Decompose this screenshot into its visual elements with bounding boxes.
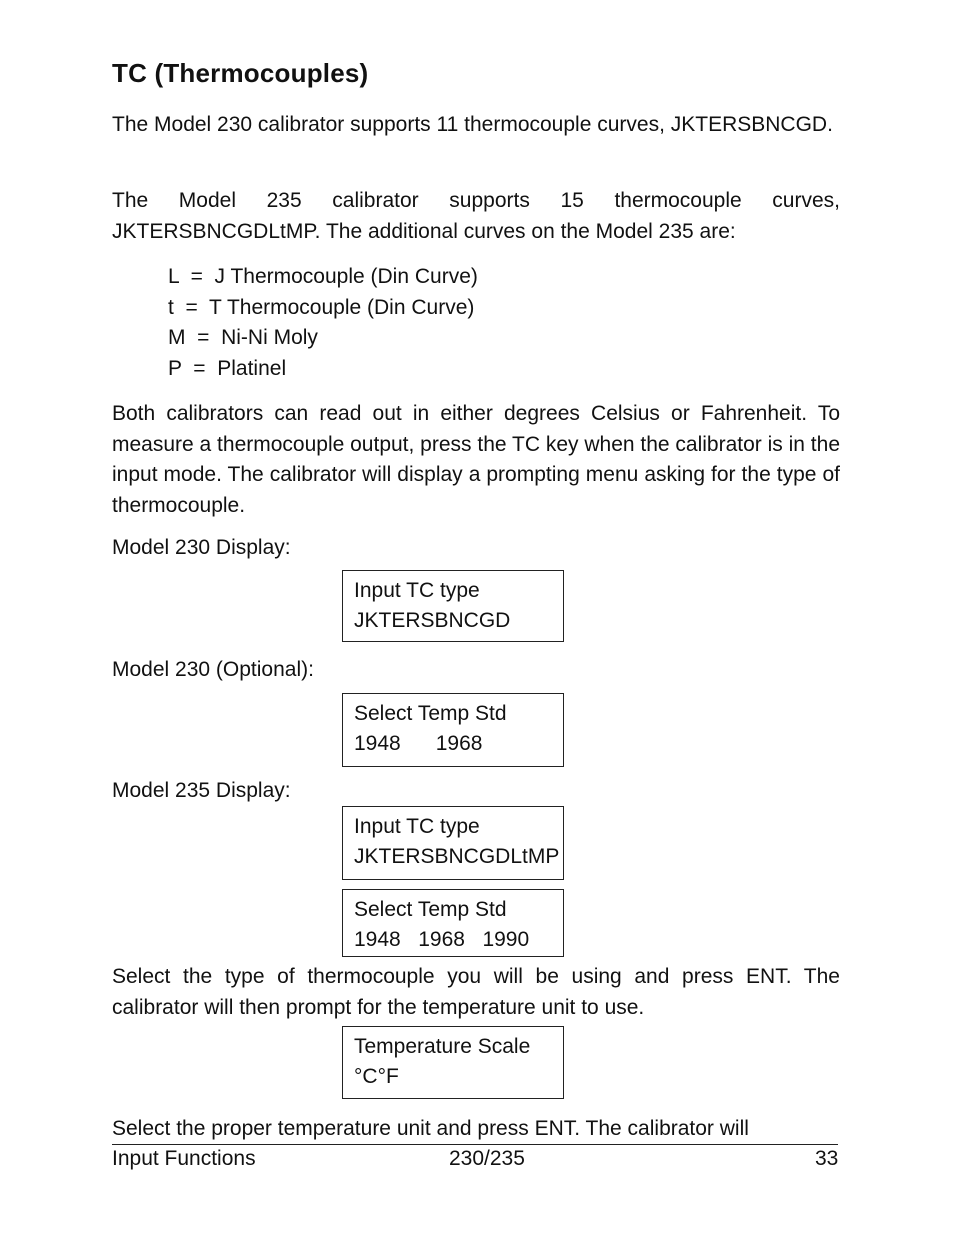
paragraph-measure-instructions: Both calibrators can read out in either degrees Celsius or Fahrenheit. To measure a thermocouple output, press the TC key when the calibrator is in the input mode. The calibrator will display a prompting menu asking for the type of thermocouple.	[112, 402, 840, 517]
label-model230-optional: Model 230 (Optional):	[112, 658, 314, 681]
page-heading: TC (Thermocouples)	[112, 58, 369, 88]
paragraph-model235-curves: The Model 235 calibrator supports 15 thermocouple curves, JKTERSBNCGDLtMP. The additional curves on the Model 235 are:	[112, 189, 840, 243]
additional-curves-list	[168, 262, 478, 384]
lcd-line-2: °C°F	[354, 1065, 399, 1088]
paragraph-model230-curves: The Model 230 calibrator supports 11 thermocouple curves, JKTERSBNCGD.	[112, 113, 833, 136]
lcd-line-2: 1948 1968	[354, 732, 483, 755]
lcd-model235-temp-std	[342, 889, 564, 957]
curve-item-m: M = Ni-Ni Moly	[168, 326, 318, 349]
lcd-temperature-scale	[342, 1026, 564, 1099]
lcd-line-1: Input TC type	[354, 815, 480, 838]
footer-page-number: 33	[815, 1147, 839, 1170]
footer-model-number: 230/235	[449, 1147, 525, 1170]
lcd-model235-tc-type	[342, 806, 564, 880]
lcd-line-1: Input TC type	[354, 579, 480, 602]
curve-item-l: L = J Thermocouple (Din Curve)	[168, 265, 478, 288]
lcd-line-1: Select Temp Std	[354, 702, 507, 725]
lcd-line-2: 1948 1968 1990	[354, 928, 530, 951]
label-model230-display: Model 230 Display:	[112, 536, 291, 559]
lcd-model230-tc-type	[342, 570, 564, 642]
lcd-line-2: JKTERSBNCGD	[354, 609, 511, 632]
curve-item-t: t = T Thermocouple (Din Curve)	[168, 295, 475, 319]
footer-section-title: Input Functions	[112, 1147, 256, 1170]
lcd-line-1: Temperature Scale	[354, 1035, 531, 1058]
paragraph-select-type: Select the type of thermocouple you will be using and press ENT. The calibrator will then prompt for the temperature unit to use.	[112, 965, 840, 1019]
lcd-model230-temp-std	[342, 693, 564, 767]
footer-divider	[112, 1144, 838, 1145]
curve-item-p: P = Platinel	[168, 356, 287, 380]
label-model235-display: Model 235 Display:	[112, 779, 291, 802]
lcd-line-2: JKTERSBNCGDLtMP	[354, 845, 560, 868]
lcd-line-1: Select Temp Std	[354, 898, 507, 921]
paragraph-select-unit: Select the proper temperature unit and press ENT. The calibrator will	[112, 1117, 749, 1140]
